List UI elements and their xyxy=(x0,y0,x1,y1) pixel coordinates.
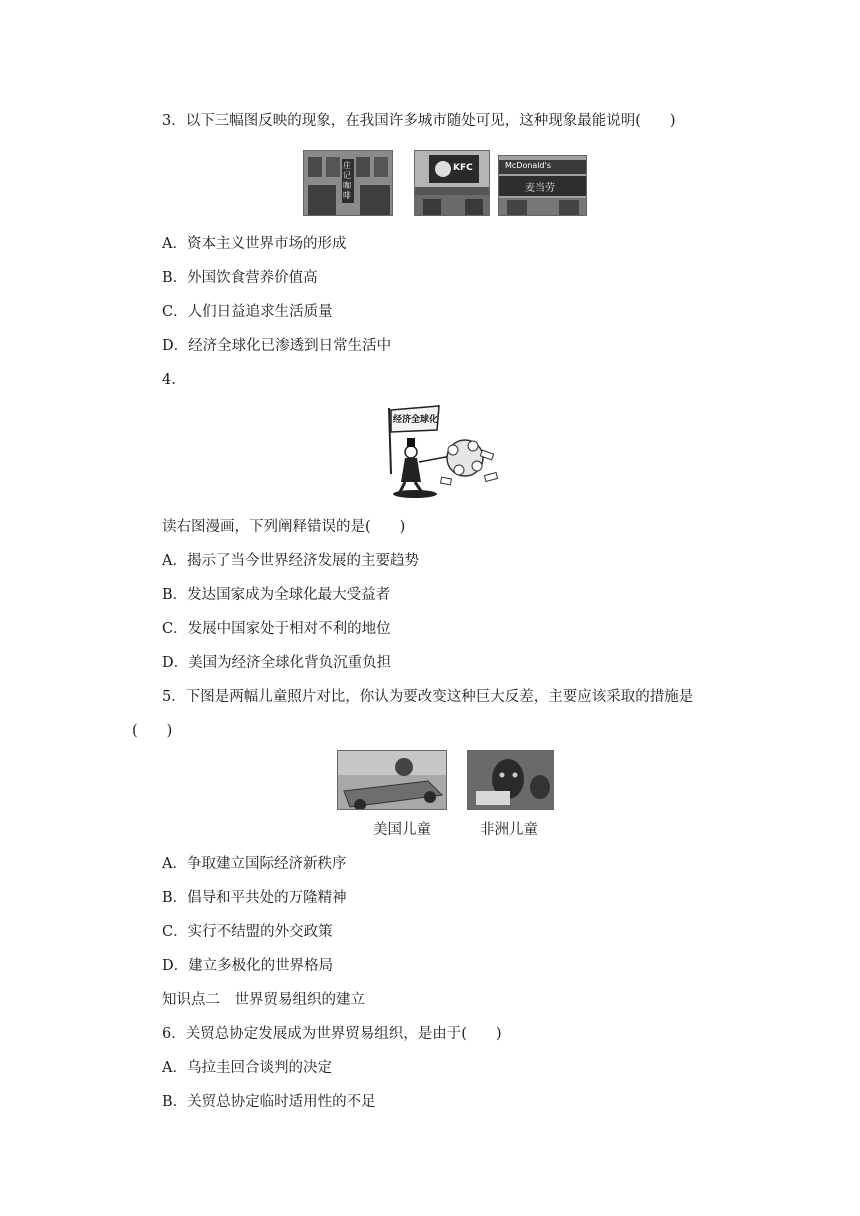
q4-number: 4. xyxy=(162,372,176,388)
globalization-cartoon xyxy=(381,404,505,500)
q4-stem: 读右图漫画，下列阐释错误的是( ) xyxy=(162,519,406,535)
african-child-photo xyxy=(467,750,554,810)
section-heading: 知识点二 世界贸易组织的建立 xyxy=(162,992,365,1008)
kfc-photo xyxy=(414,150,490,216)
q6-option-b: B．关贸总协定临时适用性的不足 xyxy=(162,1094,376,1110)
american-child-caption: 美国儿童 xyxy=(373,822,431,838)
mcdonalds-sign-text: McDonald's xyxy=(505,161,551,170)
mcdonalds-photo xyxy=(498,155,587,216)
cartoon-flag-text: 经济全球化 xyxy=(393,415,439,425)
q3-option-d: D．经济全球化已渗透到日常生活中 xyxy=(162,338,392,354)
q4-option-d: D．美国为经济全球化背负沉重负担 xyxy=(162,655,392,671)
mcdonalds-chinese-sign: 麦当劳 xyxy=(525,183,555,194)
q5-stem-line1: 5．下图是两幅儿童照片对比，你认为要改变这种巨大反差，主要应该采取的措施是 xyxy=(162,689,694,705)
coffee-sign-text: 庄记咖啡 xyxy=(343,161,351,200)
coffee-shop-photo xyxy=(303,150,393,216)
american-child-photo xyxy=(337,750,447,810)
q3-option-b: B．外国饮食营养价值高 xyxy=(162,270,318,286)
q3-option-c: C．人们日益追求生活质量 xyxy=(162,304,333,320)
kfc-sign-text: KFC xyxy=(453,163,473,173)
q5-stem-line2: ( ) xyxy=(132,723,173,739)
q6-option-a: A．乌拉圭回合谈判的决定 xyxy=(162,1060,332,1076)
q3-option-a: A．资本主义世界市场的形成 xyxy=(162,236,347,252)
q4-option-b: B．发达国家成为全球化最大受益者 xyxy=(162,587,391,603)
q4-option-a: A．揭示了当今世界经济发展的主要趋势 xyxy=(162,553,419,569)
q5-option-c: C．实行不结盟的外交政策 xyxy=(162,924,333,940)
q6-stem: 6．关贸总协定发展成为世界贸易组织，是由于( ) xyxy=(162,1026,502,1042)
q5-option-d: D．建立多极化的世界格局 xyxy=(162,958,334,974)
q3-stem: 3．以下三幅图反映的现象，在我国许多城市随处可见，这种现象最能说明( ) xyxy=(162,113,676,129)
african-child-caption: 非洲儿童 xyxy=(480,822,538,838)
q5-option-a: A．争取建立国际经济新秩序 xyxy=(162,856,347,872)
q4-option-c: C．发展中国家处于相对不利的地位 xyxy=(162,621,391,637)
q5-option-b: B．倡导和平共处的万隆精神 xyxy=(162,890,347,906)
